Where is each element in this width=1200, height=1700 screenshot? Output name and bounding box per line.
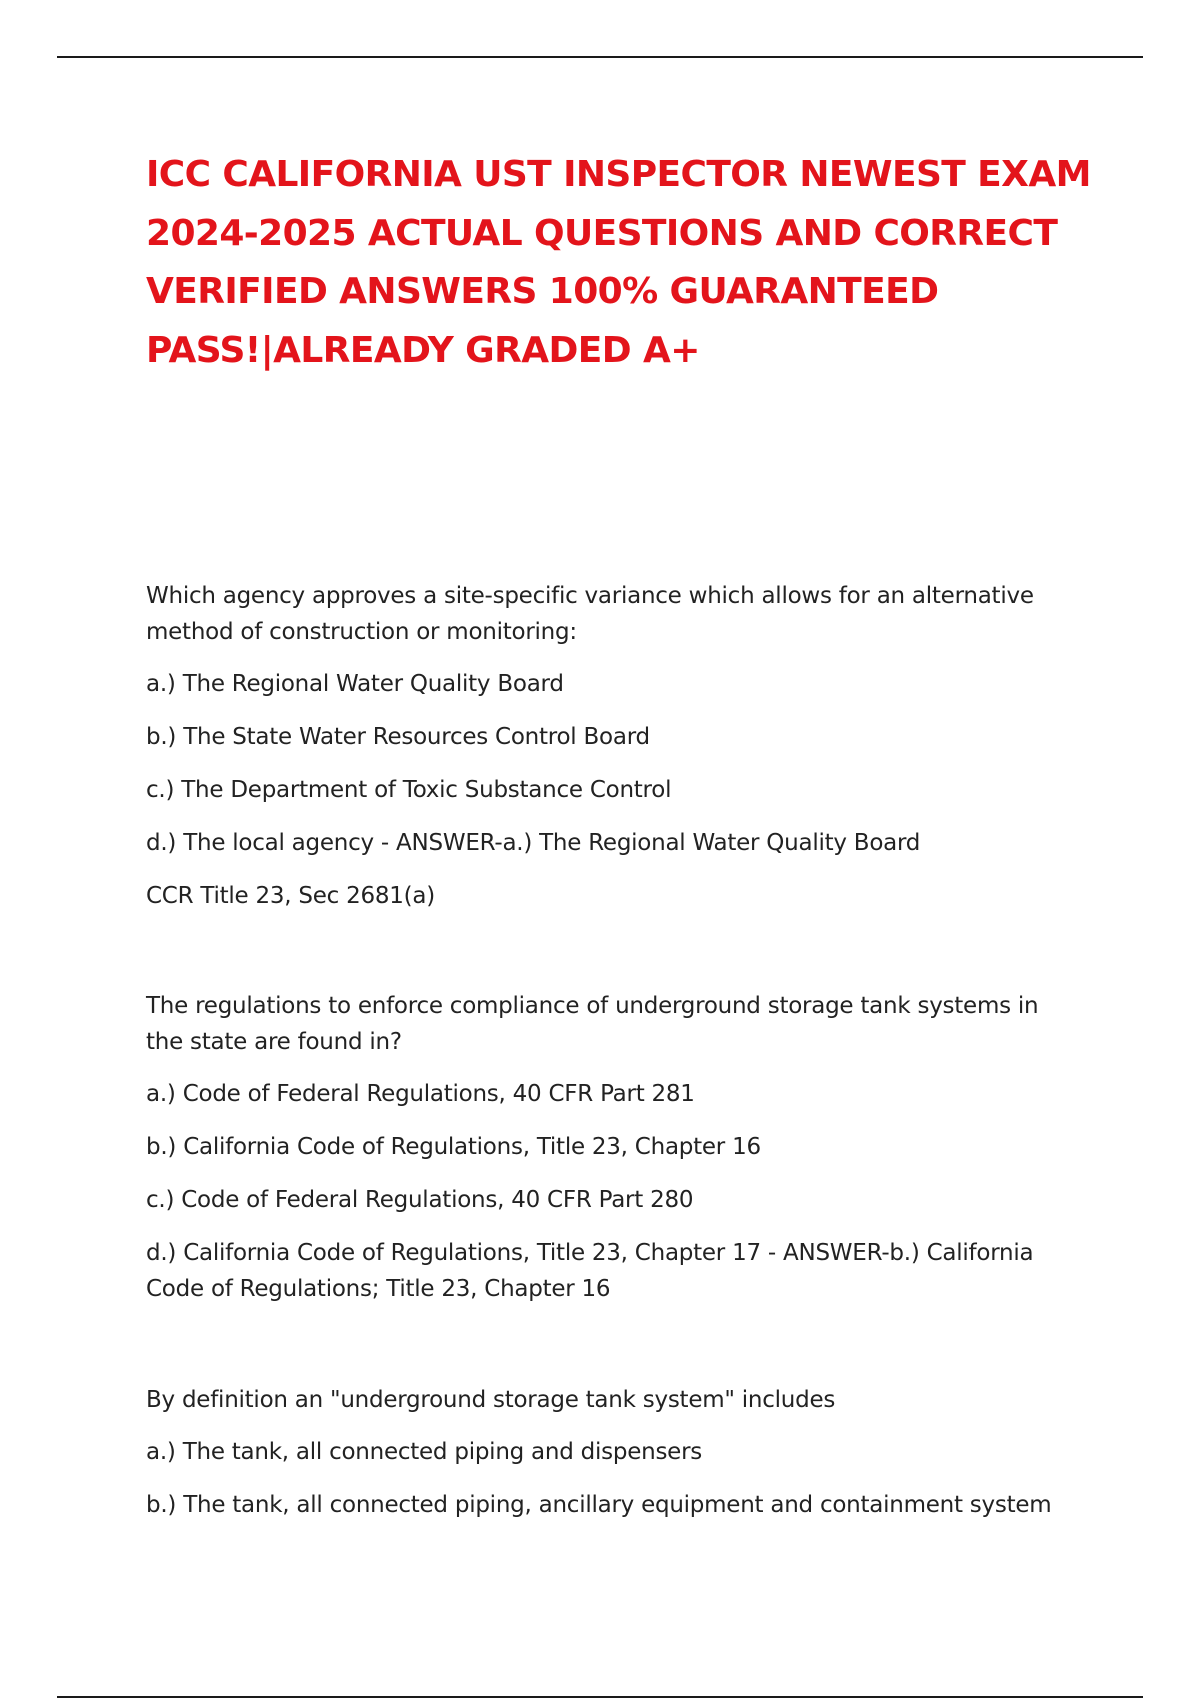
answer-option: a.) The tank, all connected piping and dispensers <box>146 1439 703 1465</box>
title-line: VERIFIED ANSWERS 100% GUARANTEED <box>146 271 939 312</box>
question-stem: By definition an "underground storage tank system" includes <box>146 1387 836 1413</box>
title-line: ICC CALIFORNIA UST INSPECTOR NEWEST EXAM <box>146 154 1091 195</box>
document-title <box>146 146 1091 380</box>
question-3 <box>146 1382 1086 1540</box>
stem-line: Which agency approves a site-specific variance which allows for an alternative <box>146 583 1034 609</box>
answer-option-with-answer <box>146 1235 1086 1307</box>
title-line: PASS!|ALREADY GRADED A+ <box>146 329 700 371</box>
question-1 <box>146 578 1086 914</box>
stem-line: the state are found in? <box>146 1029 402 1055</box>
answer-option-with-answer: d.) The local agency - ANSWER-a.) The Regional Water Quality Board <box>146 830 921 856</box>
answer-option: c.) The Department of Toxic Substance Control <box>146 777 672 803</box>
answer-option: c.) Code of Federal Regulations, 40 CFR Part 280 <box>146 1187 694 1213</box>
top-rule <box>57 56 1143 58</box>
answer-line: Code of Regulations; Title 23, Chapter 16 <box>146 1276 611 1302</box>
answer-line: d.) California Code of Regulations, Title 23, Chapter 17 - ANSWER-b.) California <box>146 1240 1034 1266</box>
question-stem <box>146 578 1086 650</box>
bottom-rule <box>57 1696 1143 1698</box>
answer-option: b.) The State Water Resources Control Board <box>146 724 650 750</box>
answer-option: b.) The tank, all connected piping, ancillary equipment and containment system <box>146 1492 1052 1518</box>
question-2 <box>146 988 1086 1307</box>
stem-line: The regulations to enforce compliance of underground storage tank systems in <box>146 993 1039 1019</box>
reference-citation: CCR Title 23, Sec 2681(a) <box>146 883 435 909</box>
question-stem <box>146 988 1086 1060</box>
title-line: 2024-2025 ACTUAL QUESTIONS AND CORRECT <box>146 212 1058 254</box>
stem-line: method of construction or monitoring: <box>146 619 577 645</box>
answer-option: a.) Code of Federal Regulations, 40 CFR Part 281 <box>146 1081 695 1107</box>
answer-option: b.) California Code of Regulations, Title 23, Chapter 16 <box>146 1134 761 1160</box>
answer-option: a.) The Regional Water Quality Board <box>146 671 564 697</box>
